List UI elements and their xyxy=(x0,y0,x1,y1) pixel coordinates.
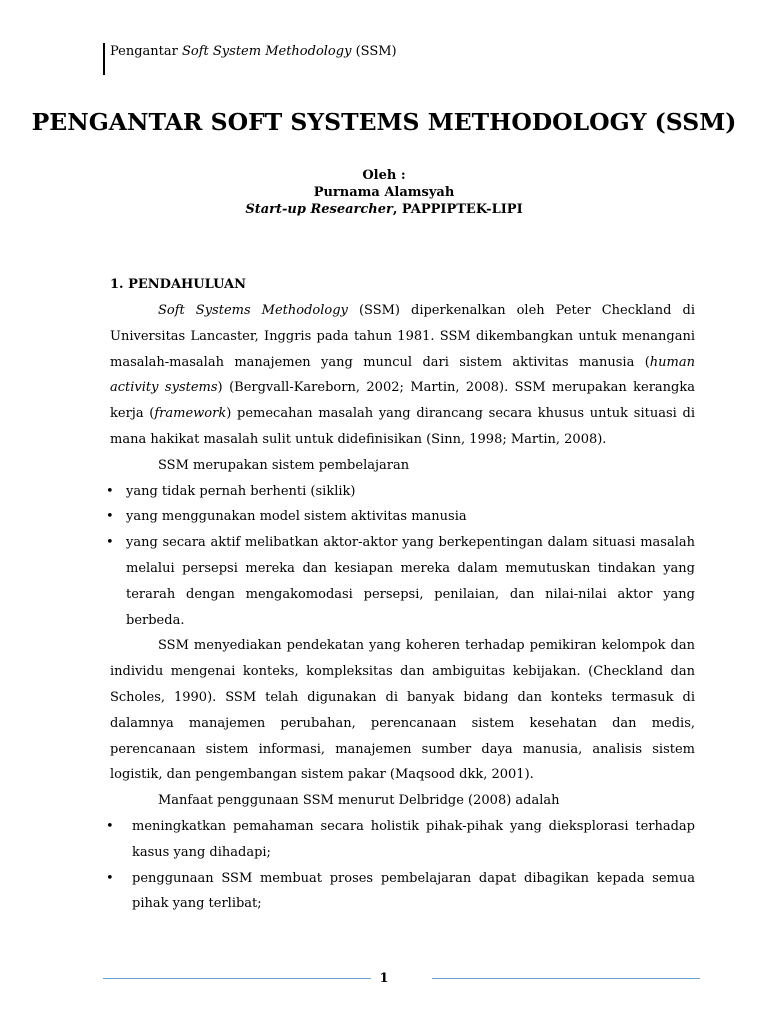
list-item: • penggunaan SSM membuat proses pembelajaran dapat dibagikan kepada semua pihak yang terlibat; xyxy=(110,866,695,918)
bullet-list-benefits xyxy=(110,814,695,917)
paragraph-intro xyxy=(110,298,695,453)
section-body xyxy=(110,298,695,917)
header-rule xyxy=(103,43,105,75)
paragraph-intro-term-2: human activity systems xyxy=(110,354,695,396)
author-role: Start-up Researcher xyxy=(245,202,393,217)
document-title: PENGANTAR SOFT SYSTEMS METHODOLOGY (SSM) xyxy=(31,108,737,136)
list-item: • yang secara aktif melibatkan aktor-aktor yang berkepentingan dalam situasi masalah melalui persepsi mereka dan kesiapan mereka dalam memutuskan tindakan yang terarah dengan mengakomodasi persepsi, penilaian, dan nilai-nilai aktor yang berbeda. xyxy=(110,530,695,633)
running-header-italic: Soft System Methodology xyxy=(182,44,352,59)
author-institution: , PAPPIPTEK-LIPI xyxy=(392,202,523,217)
paragraph-intro-term-3: framework xyxy=(154,406,227,422)
bullet-list-ssm xyxy=(110,479,695,634)
paragraph-intro-term: Soft Systems Methodology xyxy=(158,303,348,318)
paragraph-ssm-learning: SSM merupakan sistem pembelajaran xyxy=(158,457,410,473)
list-item: • meningkatkan pemahaman secara holistik pihak-pihak yang dieksplorasi terhadap kasus yang dihadapi; xyxy=(110,814,695,866)
running-header-prefix: Pengantar xyxy=(110,44,182,59)
running-header-suffix: (SSM) xyxy=(351,44,397,59)
paragraph-benefits-intro: Manfaat penggunaan SSM menurut Delbridge (2008) adalah xyxy=(158,793,560,809)
list-item: • yang tidak pernah berhenti (siklik) xyxy=(110,479,695,505)
running-header xyxy=(110,44,397,60)
author-name: Purnama Alamsyah xyxy=(313,185,455,200)
paragraph-intro-text-3: ) pemecahan masalah yang dirancang secara khusus untuk situasi di mana hakikat masalah sulit untuk didefinisikan (Sinn, 1998; Martin, 2008). xyxy=(110,406,695,447)
list-item: • yang menggunakan model sistem aktivitas manusia xyxy=(110,504,695,530)
page-number: 1 xyxy=(379,971,389,986)
author-affiliation xyxy=(0,201,768,218)
paragraph-intro-text-1: (SSM) diperkenalkan oleh Peter Checkland di Universitas Lancaster, Inggris pada tahun 1981. SSM dikembangkan untuk menangani masalah-masalah manajemen yang muncul dari sistem aktivitas manusia ( xyxy=(110,303,695,370)
author-label: Oleh : xyxy=(362,168,406,183)
section-heading: 1. PENDAHULUAN xyxy=(110,277,246,292)
paragraph-ssm-approach: SSM menyediakan pendekatan yang koheren terhadap pemikiran kelompok dan individu mengenai konteks, kompleksitas dan ambiguitas kebijakan. (Checkland dan Scholes, 1990). SSM telah digunakan di banyak bidang dan konteks termasuk di dalamnya manajemen perubahan, perencanaan sistem kesehatan dan medis, perencanaan sistem informasi, manajemen sumber daya manusia, analisis sistem logistik, dan pengembangan sistem pakar (Maqsood dkk, 2001). xyxy=(110,638,695,783)
paragraph-intro-text-2: ) (Bergvall-Kareborn, 2002; Martin, 2008). SSM merupakan kerangka kerja ( xyxy=(110,380,696,422)
